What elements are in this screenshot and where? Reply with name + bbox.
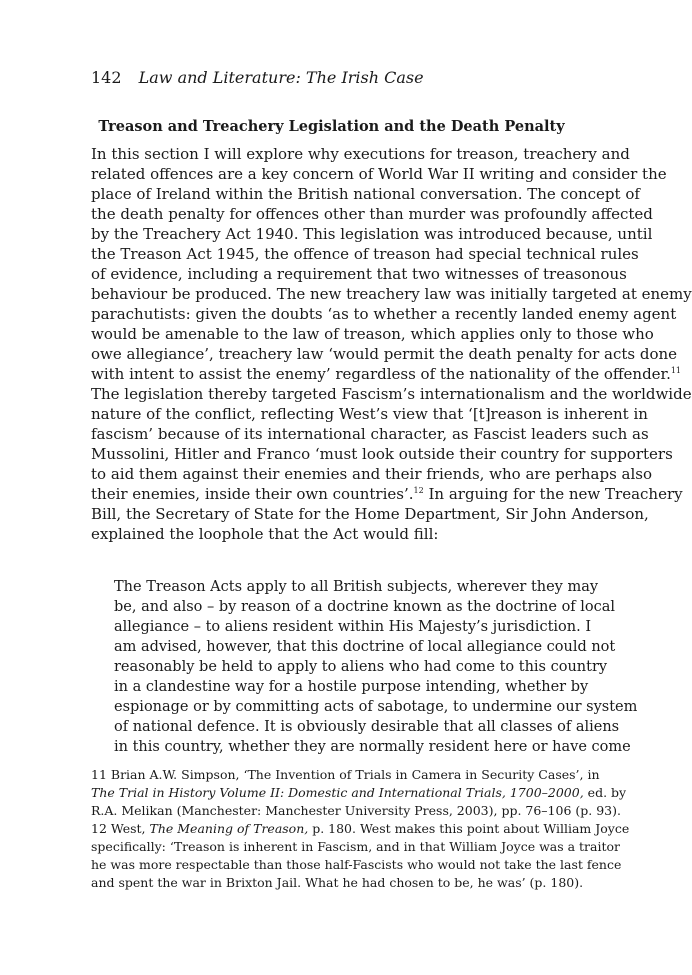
footnote-12-line: specifically: ‘Treason is inherent in Fascism, and in that William Joyce was a traitor <box>91 839 621 854</box>
footnote-11-book-title: The Trial in History Volume II: Domestic and International Trials, 1700–2000, <box>91 785 584 800</box>
footnote-12-line: and spent the war in Brixton Jail. What he had chosen to be, he was’ (p. 180). <box>91 875 584 890</box>
body-line: explained the loophole that the Act would fill: <box>91 525 439 543</box>
block-quote <box>114 577 638 757</box>
footnote-12-text: p. 180. West makes this point about William Joyce <box>308 821 630 836</box>
footnote-12-line: he was more respectable than those half-Fascists who would not take the last fence <box>91 857 622 872</box>
footnote-ref-11: 11 <box>670 366 682 375</box>
body-line-with-note <box>91 364 682 384</box>
running-head-title: Law and Literature: The Irish Case <box>138 68 424 87</box>
body-line: by the Treachery Act 1940. This legislation was introduced because, until <box>91 225 653 243</box>
footnote-11-text: ed. by <box>583 785 627 800</box>
quote-line: in this country, whether they are normally resident here or have come <box>114 739 631 755</box>
quote-line: am advised, however, that this doctrine of local allegiance could not <box>114 639 616 655</box>
body-line-text: with intent to assist the enemy’ regardless of the nationality of the offender. <box>91 365 671 383</box>
quote-line: be, and also – by reason of a doctrine known as the doctrine of local <box>114 599 616 615</box>
footnote-11-line: R.A. Melikan (Manchester: Manchester University Press, 2003), pp. 76–106 (p. 93). <box>91 803 621 818</box>
page-number: 142 <box>91 68 122 87</box>
body-line: behaviour be produced. The new treachery law was initially targeted at enemy <box>91 285 692 303</box>
body-line: The legislation thereby targeted Fascism’s internationalism and the worldwide <box>91 385 692 403</box>
body-line: related offences are a key concern of World War II writing and consider the <box>91 165 667 183</box>
body-line-with-note <box>91 484 683 504</box>
body-line: the death penalty for offences other than murder was profoundly affected <box>91 205 653 223</box>
quote-line: The Treason Acts apply to all British subjects, wherever they may <box>114 579 599 595</box>
footnote-12-book-title: The Meaning of Treason, <box>149 821 309 836</box>
footnotes <box>91 766 630 892</box>
quote-line: of national defence. It is obviously desirable that all classes of aliens <box>114 719 620 735</box>
section-heading: Treason and Treachery Legislation and the Death Penalty <box>98 118 565 135</box>
footnote-12-line <box>91 820 630 838</box>
footnote-12-text: 12 West, <box>91 821 150 836</box>
quote-line: allegiance – to aliens resident within His Majesty’s jurisdiction. I <box>114 619 592 635</box>
body-line: to aid them against their enemies and their friends, who are perhaps also <box>91 465 653 483</box>
body-line: the Treason Act 1945, the offence of treason had special technical rules <box>91 245 639 263</box>
quote-line: reasonably be held to apply to aliens who had come to this country <box>114 659 608 675</box>
quote-line: espionage or by committing acts of sabotage, to undermine our system <box>114 699 638 715</box>
body-line-text: their enemies, inside their own countries’. <box>91 485 414 503</box>
body-line: would be amenable to the law of treason, which applies only to those who <box>91 325 654 343</box>
footnote-11-line <box>91 784 627 802</box>
running-head <box>91 68 424 88</box>
body-line: Bill, the Secretary of State for the Home Department, Sir John Anderson, <box>91 505 649 523</box>
body-line: Mussolini, Hitler and Franco ‘must look outside their country for supporters <box>91 445 673 463</box>
body-line: nature of the conflict, reflecting West’s view that ‘[t]reason is inherent in <box>91 405 648 423</box>
body-line: fascism’ because of its international character, as Fascist leaders such as <box>91 425 649 443</box>
body-line-text-tail: In arguing for the new Treachery <box>423 485 683 503</box>
body-line: of evidence, including a requirement that two witnesses of treasonous <box>91 265 627 283</box>
footnote-ref-12: 12 <box>413 486 424 495</box>
body-line: place of Ireland within the British national conversation. The concept of <box>91 185 640 203</box>
quote-line: in a clandestine way for a hostile purpose intending, whether by <box>114 679 589 695</box>
body-line: parachutists: given the doubts ‘as to whether a recently landed enemy agent <box>91 305 677 323</box>
body-line: owe allegiance’, treachery law ‘would permit the death penalty for acts done <box>91 345 678 363</box>
body-paragraph <box>91 144 692 544</box>
body-line: In this section I will explore why executions for treason, treachery and <box>91 145 630 163</box>
footnote-11-line: 11 Brian A.W. Simpson, ‘The Invention of Trials in Camera in Security Cases’, in <box>91 767 600 782</box>
